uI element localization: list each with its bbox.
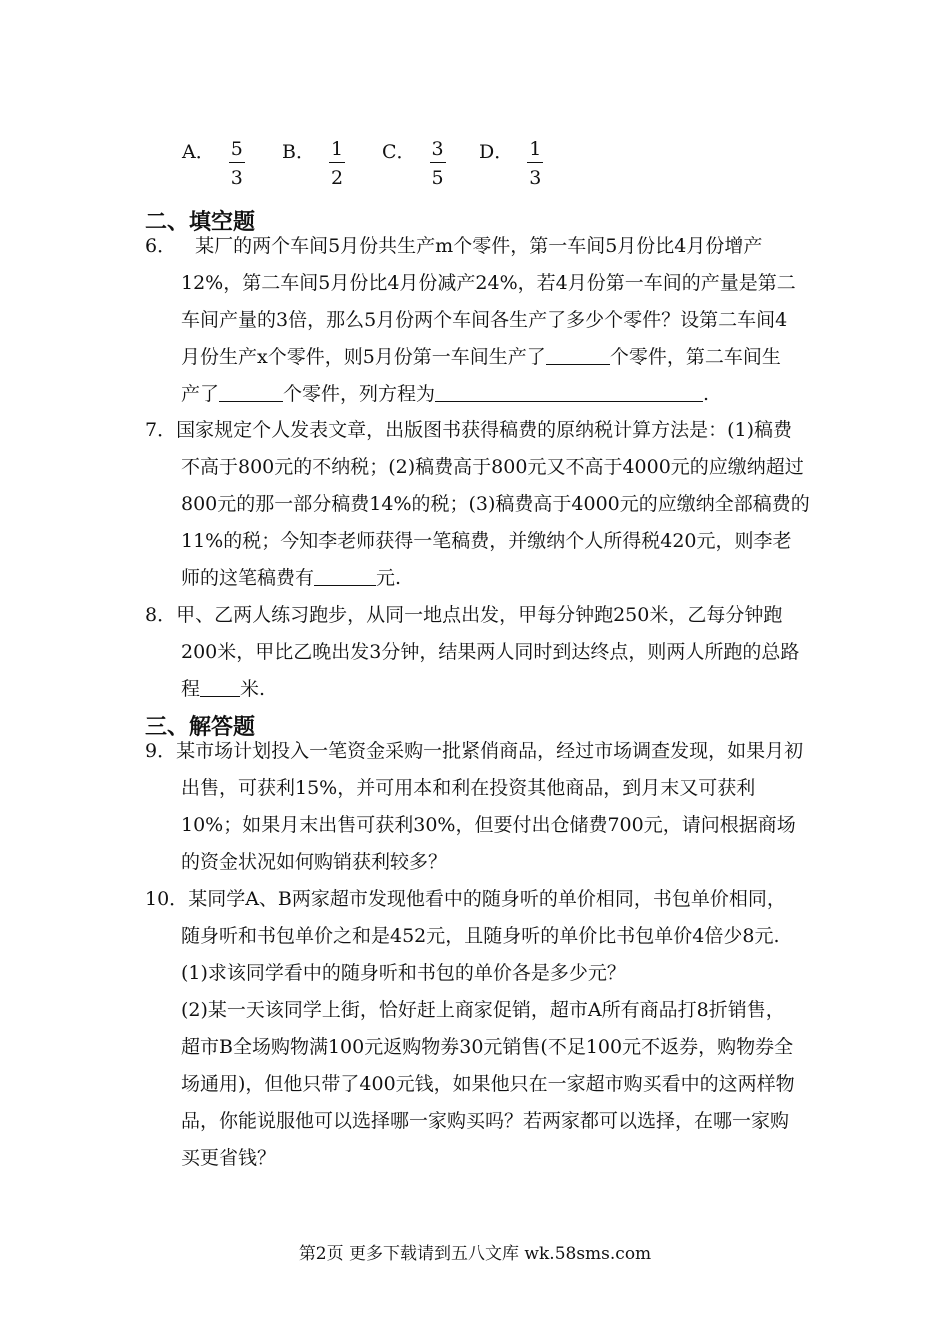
answer-blank[interactable] [314,565,376,586]
section-heading-solve: 三、解答题 [145,715,256,740]
option-d [479,138,543,189]
option-label: B． [282,141,315,163]
numerator: 3 [430,138,446,163]
question-number: 6． [145,235,177,257]
question-line: 买更省钱？ [181,1147,277,1169]
question-10 [145,881,810,1177]
question-line: 品，你能说服他可以选择哪一家购买吗？若两家都可以选择，在哪一家购 [181,1110,790,1132]
question-line: 不高于800元的不纳税；(2)稿费高于800元又不高于4000元的应缴纳超过 [181,456,804,478]
denominator: 3 [230,167,243,189]
denominator: 3 [529,167,542,189]
question-text: 程 [181,678,201,700]
fraction [430,138,446,189]
option-c [382,138,446,189]
question-line [145,376,810,413]
question-text: 个零件，第二车间生 [609,346,781,368]
question-text: 米. [240,678,266,700]
question-line: 出售，可获利15%，并可用本和利在投资其他商品，到月末又可获利 [181,777,756,799]
question-text: 元. [376,567,402,589]
question-line [145,671,810,708]
question-line: 12%，第二车间5月份比4月份减产24%，若4月份第一车间的产量是第二 [181,272,796,294]
question-line [145,733,810,770]
answer-blank[interactable] [200,676,240,697]
question-line: 800元的那一部分稿费14%的税；(3)稿费高于4000元的应缴纳全部稿费的 [181,493,810,515]
question-text: 个零件，列方程为 [283,383,436,405]
answer-blank[interactable] [219,381,283,402]
option-label: C． [382,141,416,163]
question-number: 9． [145,740,177,762]
question-number: 7． [145,419,177,441]
question-text: 某市场计划投入一笔资金采购一批紧俏商品，经过市场调查发现，如果月初 [176,740,804,762]
question-text: . [703,383,710,405]
question-7 [145,412,810,597]
question-line: 10%；如果月末出售可获利30%，但要付出仓储费700元，请问根据商场 [181,814,796,836]
question-text: 某同学A、B两家超市发现他看中的随身听的单价相同，书包单价相同， [188,888,786,910]
option-label: D． [479,141,514,163]
question-line: 随身听和书包单价之和是452元，且随身听的单价比书包单价4倍少8元. [181,925,780,947]
denominator: 2 [330,167,344,189]
option-a [182,138,245,189]
question-text: 月份生产x个零件，则5月份第一车间生产了 [181,346,546,368]
fraction [527,138,543,189]
question-line: 200米，甲比乙晚出发3分钟，结果两人同时到达终点，则两人所跑的总路 [181,641,800,663]
question-line [145,339,810,376]
numerator: 1 [329,138,345,163]
question-text: 产了 [181,383,220,405]
question-line: 11%的税；今知李老师获得一笔稿费，并缴纳个人所得税420元，则李老 [181,530,792,552]
option-label: A． [182,141,215,163]
question-line: (2)某一天该同学上街，恰好赶上商家促销，超市A所有商品打8折销售， [181,999,785,1021]
equation-blank[interactable] [435,381,703,402]
numerator: 1 [527,138,543,163]
question-line [145,228,810,265]
question-number: 8． [145,604,177,626]
question-8 [145,597,810,708]
question-line [145,881,810,918]
question-line: 的资金状况如何购销获利较多？ [181,851,448,873]
question-text: 国家规定个人发表文章，出版图书获得稿费的原纳税计算方法是：(1)稿费 [176,419,793,441]
question-text: 甲、乙两人练习跑步，从同一地点出发，甲每分钟跑250米，乙每分钟跑 [176,604,783,626]
option-b [282,138,345,189]
section-heading-fill: 二、填空题 [145,210,256,235]
question-line [145,560,810,597]
question-line: 场通用)，但他只带了400元钱，如果他只在一家超市购买看中的这两样物 [181,1073,795,1095]
question-6 [145,228,810,413]
question-text: 某厂的两个车间5月份共生产m个零件，第一车间5月份比4月份增产 [176,235,763,257]
question-line [145,597,810,634]
fraction [329,138,345,189]
numerator: 5 [229,138,245,163]
fraction [229,138,245,189]
page-footer: 第2页 更多下载请到五八文库 wk.58sms.com [298,1244,652,1264]
question-line [145,412,810,449]
denominator: 5 [431,167,444,189]
question-9 [145,733,810,881]
question-number: 10． [145,888,189,910]
question-text: 师的这笔稿费有 [181,567,315,589]
question-line: 超市B全场购物满100元返购物劵30元销售(不足100元不返券，购物券全 [181,1036,794,1058]
answer-blank[interactable] [546,344,610,365]
question-line: (1)求该同学看中的随身听和书包的单价各是多少元？ [181,962,626,984]
question-line: 车间产量的3倍，那么5月份两个车间各生产了多少个零件？设第二车间4 [181,309,788,331]
